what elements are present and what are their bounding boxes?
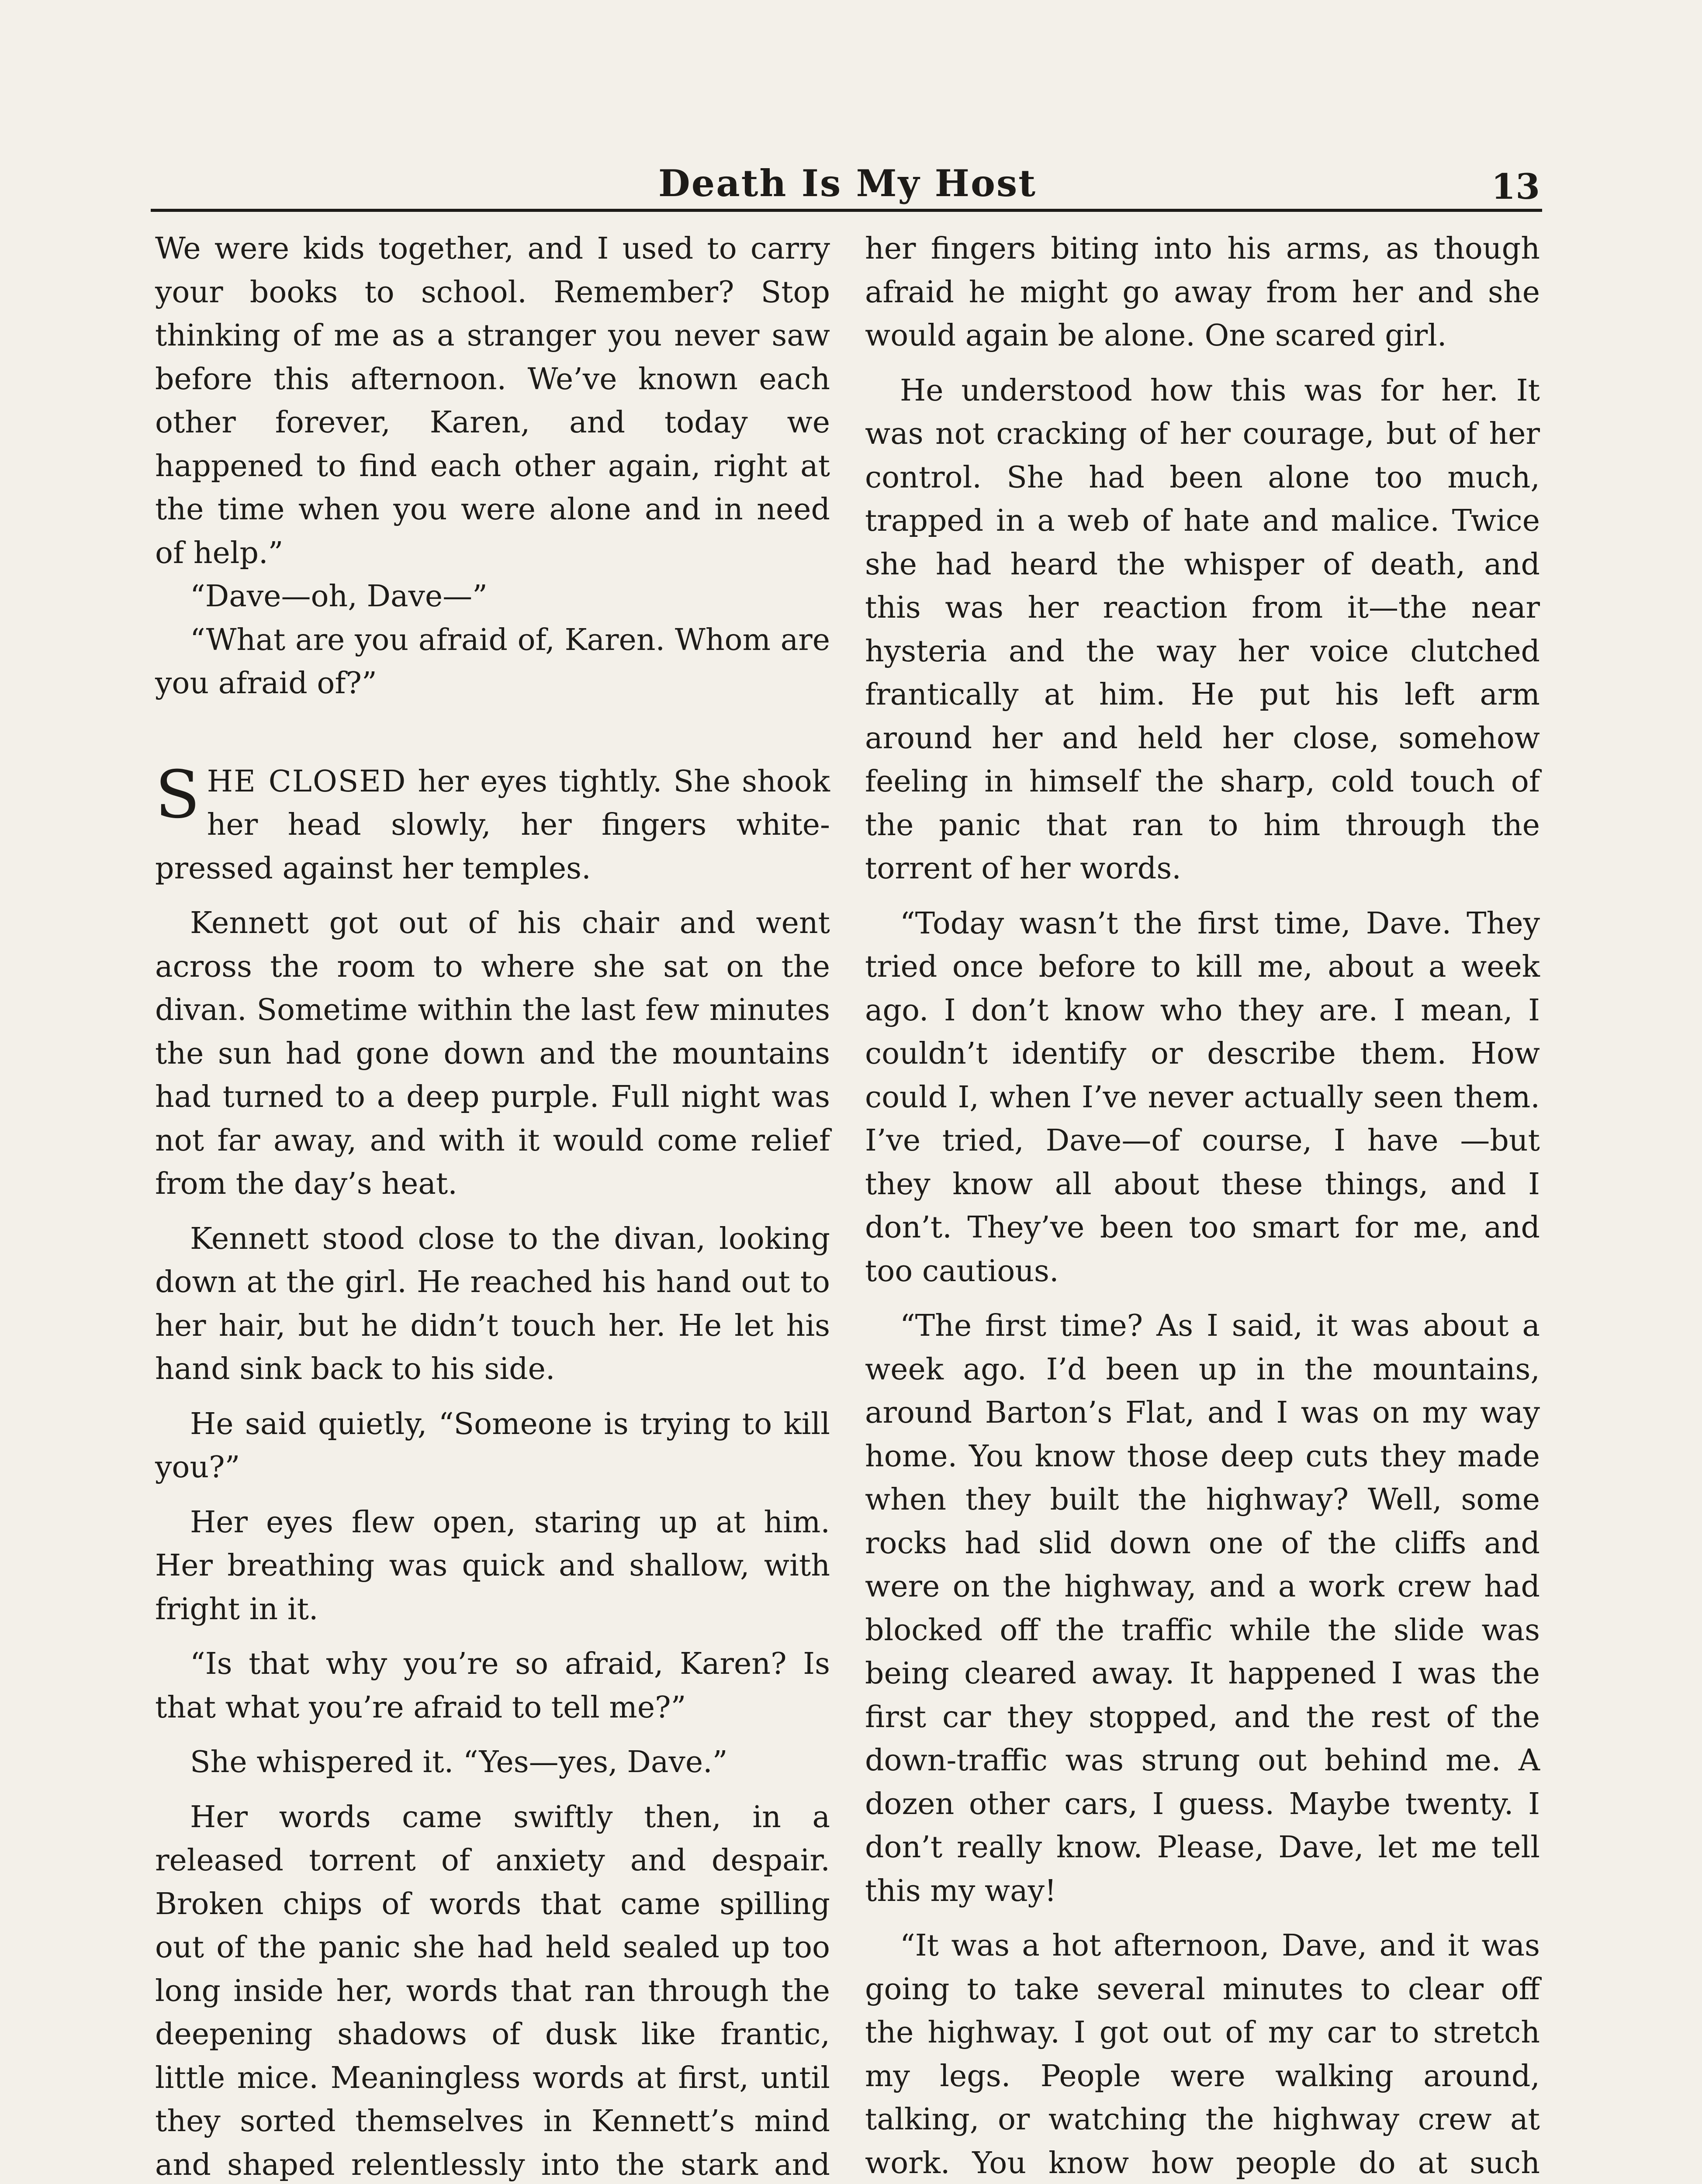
drop-cap: S	[155, 757, 200, 833]
paragraph: “Is that why you’re so afraid, Karen? Is that what you’re afraid to tell me?”	[155, 1647, 830, 1725]
paragraph: “What are you afraid of, Karen. Whom are you afraid of?”	[155, 622, 830, 701]
section-lead-in: HE CLOSED	[207, 764, 407, 799]
paragraph: “Today wasn’t the first time, Dave. They tried once before to kill me, about a week ago. I don’t know who they are. I mean, I couldn’t identify or describe them. How could I, when I’ve never actually seen them. I’ve tried, Dave—of course, I have —but they know all about these things, and I don’t. They’ve been too smart for me, and too cautious.	[865, 906, 1540, 1289]
left-column	[155, 227, 830, 2184]
paragraph: We were kids together, and I used to carry your books to school. Remember? Stop thinking of me as a stranger you never saw before this afternoon. We’ve known each other forever, Karen, and today we happened to find each other again, right at the time when you were alone and in need of help.”	[155, 232, 830, 570]
page-title: Death Is My Host	[658, 162, 1037, 205]
paragraph: Her words came swiftly then, in a released torrent of anxiety and despair. Broken chips of words that came spilling out of the panic she had held sealed up too long inside her, words that ran through the deepening shadows of dusk like frantic, little mice. Meaningless words at first, until they sorted themselves in Kennett’s mind and shaped relentlessly into the stark and	[155, 1800, 830, 2182]
paragraph: “The first time? As I said, it was about a week ago. I’d been up in the mountains, around Barton’s Flat, and I was on my way home. You know those deep cuts they made when they built the highway? Well, some rocks had slid down one of the cliffs and were on the highway, and a work crew had blocked off the traffic while the slide was being cleared away. It happened I was the first car they stopped, and the rest of the down-traffic was strung out behind me. A dozen other cars, I guess. Maybe twenty. I don’t really know. Please, Dave, let me tell this my way!	[865, 1309, 1540, 1908]
running-header	[155, 162, 1540, 210]
paragraph: “It was a hot afternoon, Dave, and it was going to take several minutes to clear off the highway. I got out of my car to stretch my legs. People were walking around, talking, or watching the highway crew at work. You know how people do at such	[865, 1928, 1540, 2181]
paragraph: Her eyes flew open, staring up at him. Her breathing was quick and shallow, with fright in it.	[155, 1505, 830, 1627]
section-opening-paragraph	[155, 757, 830, 891]
paragraph: He said quietly, “Someone is trying to kill you?”	[155, 1406, 830, 1485]
header-rule	[151, 209, 1542, 212]
paragraph: He understood how this was for her. It was not cracking of her courage, but of her control. She had been alone too much, trapped in a web of hate and malice. Twice she had heard the whisper of death, and this was her reaction from it—the near hysteria and the way her voice clutched frantically at him. He put his left arm around her and held her close, somehow feeling in himself the sharp, cold touch of the panic that ran to him through the torrent of her words.	[865, 373, 1540, 886]
page-number: 13	[1491, 166, 1540, 207]
right-column	[865, 227, 1540, 2184]
section-text: her eyes tightly. She shook her head slowly, her fingers white-pressed against her temples.	[155, 764, 830, 886]
paragraph: Kennett stood close to the divan, looking down at the girl. He reached his hand out to her hair, but he didn’t touch her. He let his hand sink back to his side.	[155, 1221, 830, 1386]
paragraph: Kennett got out of his chair and went across the room to where she sat on the divan. Sometime within the last few minutes the sun had gone down and the mountains had turned to a deep purple. Full night was not far away, and with it would come relief from the day’s heat.	[155, 906, 830, 1201]
paragraph: “Dave—oh, Dave—”	[190, 579, 488, 614]
paragraph: She whispered it. “Yes—yes, Dave.”	[190, 1745, 728, 1780]
paragraph: her fingers biting into his arms, as though afraid he might go away from her and she would again be alone. One scared girl.	[865, 232, 1540, 353]
